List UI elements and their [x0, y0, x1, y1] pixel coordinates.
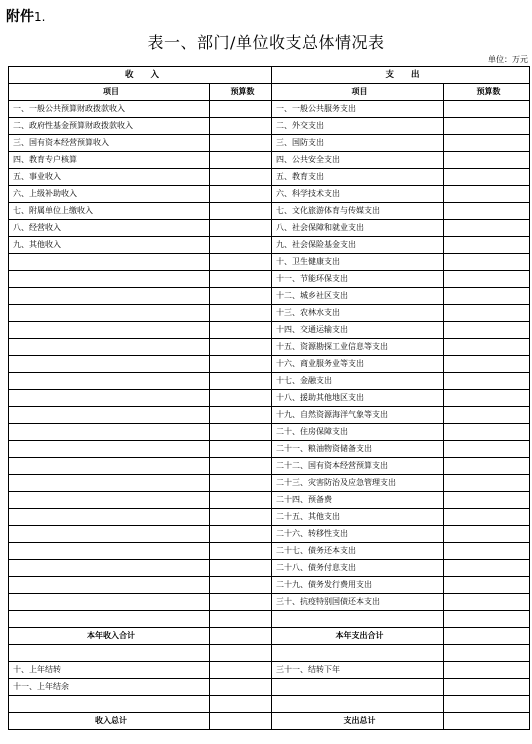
expense-item-cell: 六、科学技术支出 [272, 186, 444, 203]
budget-table-body [9, 67, 530, 730]
income-budget-cell [210, 101, 272, 118]
income-item-cell [9, 560, 210, 577]
income-budget-cell [210, 407, 272, 424]
expense-budget-cell [444, 271, 530, 288]
expense-item-cell: 本年支出合计 [272, 628, 444, 645]
expense-budget-cell [444, 679, 530, 696]
income-item-cell [9, 492, 210, 509]
income-item-cell: 收入总计 [9, 713, 210, 730]
income-budget-cell [210, 594, 272, 611]
income-item-cell: 十一、上年结余 [9, 679, 210, 696]
table-row [9, 662, 530, 679]
table-row [9, 322, 530, 339]
income-budget-cell [210, 662, 272, 679]
expense-item-cell: 二十七、债务还本支出 [272, 543, 444, 560]
table-row [9, 305, 530, 322]
income-budget-header: 预算数 [210, 84, 272, 101]
income-item-cell: 二、政府性基金预算财政拨款收入 [9, 118, 210, 135]
expense-item-cell: 二十三、灾害防治及应急管理支出 [272, 475, 444, 492]
income-item-cell [9, 696, 210, 713]
expense-item-cell: 十一、节能环保支出 [272, 271, 444, 288]
income-item-cell [9, 594, 210, 611]
expense-budget-cell [444, 441, 530, 458]
income-budget-cell [210, 713, 272, 730]
expense-item-cell: 二十九、债务发行费用支出 [272, 577, 444, 594]
income-item-cell [9, 577, 210, 594]
expense-budget-cell [444, 390, 530, 407]
income-budget-cell [210, 203, 272, 220]
expense-budget-cell [444, 152, 530, 169]
expense-item-cell: 十、卫生健康支出 [272, 254, 444, 271]
expense-budget-cell [444, 526, 530, 543]
income-budget-cell [210, 288, 272, 305]
expense-budget-header: 预算数 [444, 84, 530, 101]
expense-budget-cell [444, 611, 530, 628]
income-header: 收 入 [9, 67, 272, 84]
income-item-cell: 九、其他收入 [9, 237, 210, 254]
expense-budget-cell [444, 118, 530, 135]
income-item-cell [9, 424, 210, 441]
expense-item-cell: 十六、商业服务业等支出 [272, 356, 444, 373]
income-item-cell [9, 356, 210, 373]
budget-table [8, 66, 530, 730]
table-row [9, 611, 530, 628]
expense-budget-cell [444, 254, 530, 271]
table-row [9, 560, 530, 577]
table-row [9, 492, 530, 509]
table-row [9, 696, 530, 713]
expense-item-cell: 支出总计 [272, 713, 444, 730]
income-item-cell [9, 271, 210, 288]
table-row [9, 526, 530, 543]
income-budget-cell [210, 509, 272, 526]
expense-budget-cell [444, 186, 530, 203]
expense-item-cell: 三十一、结转下年 [272, 662, 444, 679]
income-item-cell: 四、教育专户核算 [9, 152, 210, 169]
income-item-cell [9, 543, 210, 560]
table-row [9, 135, 530, 152]
income-budget-cell [210, 492, 272, 509]
income-item-header: 项目 [9, 84, 210, 101]
table-row [9, 101, 530, 118]
expense-budget-cell [444, 356, 530, 373]
income-item-cell [9, 458, 210, 475]
income-item-cell [9, 288, 210, 305]
expense-budget-cell [444, 492, 530, 509]
table-row [9, 169, 530, 186]
table-row [9, 543, 530, 560]
income-budget-cell [210, 152, 272, 169]
income-item-cell: 七、附属单位上缴收入 [9, 203, 210, 220]
income-budget-cell [210, 305, 272, 322]
expense-item-cell: 二十一、粮油物资储备支出 [272, 441, 444, 458]
expense-item-cell: 二十八、债务付息支出 [272, 560, 444, 577]
expense-budget-cell [444, 713, 530, 730]
page-title: 表一、部门/单位收支总体情况表 [147, 33, 385, 52]
expense-budget-cell [444, 577, 530, 594]
expense-item-cell: 三十、抗疫特别国债还本支出 [272, 594, 444, 611]
table-row [9, 441, 530, 458]
expense-item-cell: 十三、农林水支出 [272, 305, 444, 322]
income-item-cell: 五、事业收入 [9, 169, 210, 186]
expense-budget-cell [444, 220, 530, 237]
income-budget-cell [210, 475, 272, 492]
column-header-row [9, 84, 530, 101]
expense-budget-cell [444, 458, 530, 475]
table-row [9, 237, 530, 254]
expense-header: 支 出 [272, 67, 530, 84]
expense-budget-cell [444, 628, 530, 645]
income-item-cell: 本年收入合计 [9, 628, 210, 645]
table-row [9, 458, 530, 475]
table-row [9, 577, 530, 594]
table-row [9, 475, 530, 492]
income-budget-cell [210, 628, 272, 645]
table-row [9, 390, 530, 407]
income-item-cell [9, 373, 210, 390]
section-header-row [9, 67, 530, 84]
income-budget-cell [210, 339, 272, 356]
table-row [9, 407, 530, 424]
expense-item-cell: 十八、援助其他地区支出 [272, 390, 444, 407]
table-row [9, 254, 530, 271]
income-budget-cell [210, 577, 272, 594]
attachment-number: 1. [34, 10, 46, 24]
expense-budget-cell [444, 237, 530, 254]
expense-budget-cell [444, 560, 530, 577]
income-item-cell: 一、一般公共预算财政拨款收入 [9, 101, 210, 118]
grand-total-row [9, 713, 530, 730]
expense-item-cell [272, 611, 444, 628]
expense-item-cell: 十五、资源勘探工业信息等支出 [272, 339, 444, 356]
income-item-cell [9, 526, 210, 543]
expense-item-cell: 十九、自然资源海洋气象等支出 [272, 407, 444, 424]
table-row [9, 271, 530, 288]
income-budget-cell [210, 220, 272, 237]
expense-budget-cell [444, 322, 530, 339]
income-item-cell [9, 475, 210, 492]
expense-budget-cell [444, 696, 530, 713]
expense-budget-cell [444, 339, 530, 356]
income-item-cell: 十、上年结转 [9, 662, 210, 679]
expense-item-cell: 二十六、转移性支出 [272, 526, 444, 543]
income-item-cell: 六、上级补助收入 [9, 186, 210, 203]
expense-item-cell [272, 645, 444, 662]
expense-item-cell: 十二、城乡社区支出 [272, 288, 444, 305]
income-item-cell [9, 390, 210, 407]
expense-item-cell: 七、文化旅游体育与传媒支出 [272, 203, 444, 220]
table-row [9, 679, 530, 696]
expense-budget-cell [444, 645, 530, 662]
table-row [9, 288, 530, 305]
expense-item-cell [272, 696, 444, 713]
expense-budget-cell [444, 373, 530, 390]
income-budget-cell [210, 169, 272, 186]
expense-item-header: 项目 [272, 84, 444, 101]
table-row [9, 509, 530, 526]
expense-item-cell: 四、公共安全支出 [272, 152, 444, 169]
expense-item-cell: 三、国防支出 [272, 135, 444, 152]
expense-item-cell: 十七、金融支出 [272, 373, 444, 390]
income-budget-cell [210, 390, 272, 407]
income-budget-cell [210, 679, 272, 696]
expense-budget-cell [444, 169, 530, 186]
income-budget-cell [210, 645, 272, 662]
income-budget-cell [210, 696, 272, 713]
income-budget-cell [210, 373, 272, 390]
table-row [9, 152, 530, 169]
income-item-cell [9, 322, 210, 339]
expense-item-cell [272, 679, 444, 696]
expense-budget-cell [444, 662, 530, 679]
expense-item-cell: 五、教育支出 [272, 169, 444, 186]
income-item-cell [9, 254, 210, 271]
table-row [9, 118, 530, 135]
table-row [9, 220, 530, 237]
expense-item-cell: 二十二、国有资本经营预算支出 [272, 458, 444, 475]
table-row [9, 594, 530, 611]
table-row [9, 424, 530, 441]
expense-item-cell: 十四、交通运输支出 [272, 322, 444, 339]
income-budget-cell [210, 271, 272, 288]
income-item-cell: 三、国有资本经营预算收入 [9, 135, 210, 152]
income-item-cell [9, 509, 210, 526]
expense-item-cell: 二十四、预备费 [272, 492, 444, 509]
income-budget-cell [210, 441, 272, 458]
table-row [9, 645, 530, 662]
income-item-cell: 八、经营收入 [9, 220, 210, 237]
expense-item-cell: 八、社会保障和就业支出 [272, 220, 444, 237]
expense-budget-cell [444, 543, 530, 560]
expense-item-cell: 九、社会保险基金支出 [272, 237, 444, 254]
expense-budget-cell [444, 305, 530, 322]
income-budget-cell [210, 237, 272, 254]
attachment-text: 附件 [6, 9, 34, 25]
table-row [9, 373, 530, 390]
expense-budget-cell [444, 101, 530, 118]
expense-item-cell: 二十五、其他支出 [272, 509, 444, 526]
income-item-cell [9, 407, 210, 424]
income-budget-cell [210, 458, 272, 475]
income-budget-cell [210, 322, 272, 339]
year-total-row [9, 628, 530, 645]
expense-budget-cell [444, 407, 530, 424]
income-item-cell [9, 645, 210, 662]
income-item-cell [9, 339, 210, 356]
expense-budget-cell [444, 475, 530, 492]
income-budget-cell [210, 254, 272, 271]
table-row [9, 203, 530, 220]
income-item-cell [9, 305, 210, 322]
attachment-label [6, 6, 45, 26]
expense-budget-cell [444, 509, 530, 526]
income-budget-cell [210, 135, 272, 152]
table-row [9, 356, 530, 373]
income-budget-cell [210, 526, 272, 543]
income-budget-cell [210, 186, 272, 203]
expense-item-cell: 二十、住房保障支出 [272, 424, 444, 441]
expense-budget-cell [444, 135, 530, 152]
unit-label: 单位：万元 [488, 55, 528, 64]
table-row [9, 186, 530, 203]
income-item-cell [9, 441, 210, 458]
income-budget-cell [210, 611, 272, 628]
expense-budget-cell [444, 203, 530, 220]
expense-item-cell: 二、外交支出 [272, 118, 444, 135]
expense-budget-cell [444, 424, 530, 441]
expense-budget-cell [444, 594, 530, 611]
income-budget-cell [210, 560, 272, 577]
income-budget-cell [210, 356, 272, 373]
income-budget-cell [210, 118, 272, 135]
income-budget-cell [210, 543, 272, 560]
table-row [9, 339, 530, 356]
expense-item-cell: 一、一般公共服务支出 [272, 101, 444, 118]
income-budget-cell [210, 424, 272, 441]
expense-budget-cell [444, 288, 530, 305]
income-item-cell [9, 611, 210, 628]
